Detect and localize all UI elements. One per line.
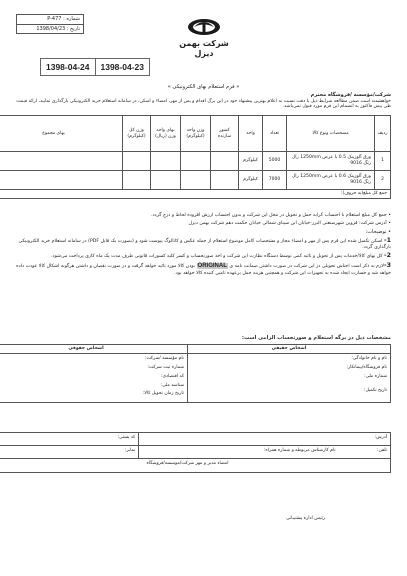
- col-index: ردیف: [375, 116, 391, 152]
- col-total-price: بهای مجموع: [0, 116, 123, 152]
- stamp-date: 1398-04-24: [41, 59, 96, 75]
- cell-unit-weight[interactable]: [181, 152, 211, 171]
- field-company-name: نام مؤسسه /شرکت:: [144, 356, 184, 361]
- company-name: شرکت بهمن دیزل: [179, 39, 229, 59]
- natural-persons-header: اشخاص حقیقی: [188, 345, 391, 354]
- notes-section: [16, 213, 391, 278]
- form-title: « فرم استعلام بهای الکترونیکی »: [167, 84, 240, 90]
- cell-description: ورق آلوزینک 0.5 با عرض 1250mm رال رنگ 9016: [287, 152, 375, 171]
- signer-title: رئیس اداره پشتیبانی: [286, 516, 325, 521]
- original-tag: ORIGINAL: [197, 262, 227, 269]
- natural-persons-fields[interactable]: [188, 354, 391, 403]
- field-economic-code: کد اقتصادی:: [160, 373, 184, 379]
- company-logo: [177, 18, 231, 60]
- cell-qty: 7000: [263, 171, 287, 190]
- cell-total-weight[interactable]: [123, 152, 151, 171]
- buyer-info-table: [0, 344, 391, 403]
- notes-title: • توضیحات:: [365, 228, 391, 235]
- table-row: [0, 152, 391, 171]
- table-row: [0, 171, 391, 190]
- field-address[interactable]: آدرس:: [139, 433, 391, 446]
- cell-country[interactable]: [211, 152, 239, 171]
- col-country: کشور سازنده: [211, 116, 239, 152]
- field-fax[interactable]: نمابر:: [0, 446, 139, 459]
- cell-index: 1: [375, 152, 391, 171]
- intro-section: [16, 92, 391, 110]
- contact-table: [0, 432, 391, 473]
- cell-qty: 5000: [263, 152, 287, 171]
- note-line: • جمع کل مبلغ استعلام با احتساب کرایه حمل و تحویل در محل این شرکت و بدون احتساب ارزش افزوده لحاظ و درج گردد.: [150, 213, 391, 218]
- signature-box[interactable]: امضاء مدیر و مهر شرکت/موسسه/فروشگاه: [0, 459, 391, 473]
- table-header-row: [0, 116, 391, 152]
- note-item-3: 3-لازم به ذکر است اجناس تحویلی در این شرکت در صورت داشتن ضمانت نامه ی ORIGINAL بودن کالا مورد تائید خواهد گرفت و در صورت نقصان و داشتن هرگونه اشکال کالا عودت داده خواهد شد و خسارت ایجاد شده به تجهیزات این شرکت و همچنین هزینه حمل برعهده تامین کننده کالا خواهد بود.: [16, 261, 391, 276]
- stamp-date: 1398-04-23: [100, 62, 144, 72]
- cell-index: 2: [375, 171, 391, 190]
- field-registration-number: شماره ثبت شرکت:: [147, 364, 184, 370]
- cell-unit-price[interactable]: [151, 171, 181, 190]
- cell-unit-price[interactable]: [151, 152, 181, 171]
- field-phone[interactable]: تلفن: نام کارشناس مربوطه و شماره همراه:: [139, 446, 391, 459]
- cell-unit: کیلوگرم: [239, 171, 263, 190]
- field-store-name: نام فروشگاه/پیمانکار:: [346, 364, 387, 370]
- bahman-diesel-logo-icon: [187, 18, 221, 36]
- document-number: شماره : P-477: [17, 15, 83, 25]
- items-table: [0, 115, 391, 199]
- field-national-identifier: شناسه ملی:: [160, 382, 184, 388]
- total-amount-label[interactable]: جمع کل مبلغ(به حروف):: [0, 190, 391, 199]
- note-address: • آدرس شرکت: قزوین شهرصنعتی البرز-خیابان ابن سینای شمالی خیابان حکمت دهم شرکت بهمن دیزل: [188, 220, 391, 226]
- buyer-section-title: مشخصات ذیل در برگه استعلام و صورتحساب الزامی است:: [241, 335, 391, 341]
- document-meta: [16, 14, 84, 34]
- col-unit: واحد: [239, 116, 263, 152]
- col-total-weight: وزن کل (کیلوگرم): [123, 116, 151, 152]
- cell-country[interactable]: [211, 171, 239, 190]
- col-unit-price: بهای واحد وزن (ریال): [151, 116, 181, 152]
- note-item-2: 2- کل بهای کالا/خدمات پس از تحویل و تائید کمی توسط دستگاه نظارت این شرکت و اخذ صورتحساب و کسر کلیه کسورات قانونی ظرف مدت یک ماه کاری پرداخت می‌شود.: [51, 252, 391, 260]
- cell-unit: کیلوگرم: [239, 152, 263, 171]
- cell-unit-weight[interactable]: [181, 171, 211, 190]
- document-date: تاریخ : 1398/04/23: [36, 25, 80, 32]
- field-delivery-date: تاریخ زمان تحویل کالا:: [142, 391, 184, 397]
- cell-total-price[interactable]: [0, 171, 123, 190]
- field-postal-code[interactable]: کد پستی:: [0, 433, 139, 446]
- legal-persons-header: اشخاص حقوقی: [0, 345, 188, 354]
- cell-total-weight[interactable]: [123, 171, 151, 190]
- col-unit-weight: وزن واحد (کیلوگرم): [181, 116, 211, 152]
- legal-persons-fields[interactable]: [0, 354, 188, 403]
- col-description: مشخصات ونوع کالا: [287, 116, 375, 152]
- field-full-name: نام و نام خانوادگی:: [351, 356, 387, 361]
- field-completion-date: تاریخ تکمیل:: [363, 387, 387, 393]
- receipt-stamps: [40, 58, 150, 76]
- intro-text: خواهشمند است ضمن مطالعه شرایط ذیل با دقت نسبت به اعلام بهترین پیشنهاد خود در این برگ اقدام و پس از مهر، امضاء و اسکن، در سامانه استعلام خرید الکترونیکی بارگذاری نمایید، ارائه قیمت طی پیش فاکتور به انضمام این فرم مورد قبول نمی‌باشد.: [16, 98, 391, 110]
- note-item-1: 1- اسکن تکمیل شده این فرم پس از مهر و امضاء مجاز و مشخصات کامل موضوع استعلام از جمله عکس و کاتالوگ پیوست شود و (بصورت یک فایل PDF) در سامانه استعلام خرید الکترونیکی بارگذاری گردد.: [18, 236, 391, 250]
- table-total-row: [0, 190, 391, 199]
- col-qty: تعداد: [263, 116, 287, 152]
- cell-total-price[interactable]: [0, 152, 123, 171]
- field-national-id: شماره ملی:: [364, 373, 387, 379]
- salutation: شرکت/مؤسسه /فروشگاه محترم: [310, 92, 391, 98]
- cell-description: ورق آلوزینک 0.6 با عرض 1250mm رال رنگ 9016: [287, 171, 375, 190]
